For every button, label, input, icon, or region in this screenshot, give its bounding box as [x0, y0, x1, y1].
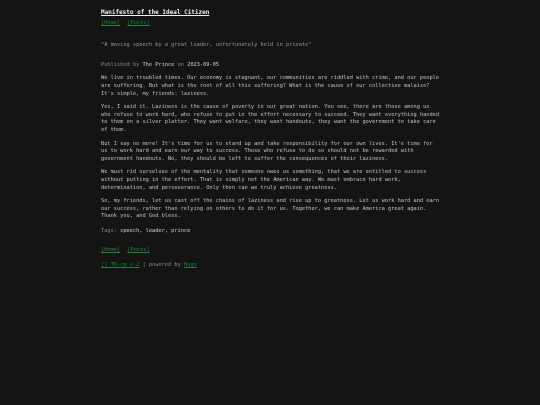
post-container: [101, 9, 441, 270]
top-nav: [101, 20, 441, 28]
post-author: The Prince: [142, 61, 175, 68]
post-paragraph: Yes, I said it. Laziness is the cause of poverty in our great nation. You see, there are those among us who refuse to work hard, who refuse to put in the effort necessary to succeed. They want everything handed to them on a silver platter. They want welfare, they want handouts, they want the government to take care of them.: [101, 104, 440, 133]
powered-by-text: | powered by: [142, 262, 181, 269]
nav-posts-link[interactable]: [Posts]: [127, 19, 150, 26]
post-paragraph: But I say no more! It's time for us to stand up and take responsibility for our own lives. It's time for us to work hard and earn our way to success. Those who refuse to do so should not be rewarded with government handouts. No, they should be left to suffer the consequences of their laziness.: [101, 140, 433, 162]
post-meta: [101, 62, 441, 70]
bottom-nav: [101, 247, 441, 255]
post-title[interactable]: Manifesto of the Ideal Citizen: [101, 9, 210, 16]
post-paragraph: We live in troubled times. Our economy is stagnant, our communities are riddled with crime, and our people are suffering. But what is the root of all this suffering? What is the cause of our collective malaise? It's simple, my friends: laziness.: [101, 75, 440, 97]
tags-label: Tags:: [101, 227, 117, 234]
hugo-link[interactable]: Hugo: [183, 262, 197, 269]
footer-posts-link[interactable]: [Posts]: [127, 247, 150, 254]
post-subtitle: "A moving speech by a great leader, unfortunately held in private": [101, 42, 312, 49]
post-tags: [101, 228, 441, 236]
post-paragraph: We must rid ourselves of the mentality that someone owes us something, that we are entitled to success without putting in the effort. That is simply not the American way. We must embrace hard work, determination, and perseverance. Only then can we truly achieve greatness.: [101, 169, 427, 191]
tags-list: speech, leader, prince: [120, 227, 191, 234]
nav-home-link[interactable]: [Home]: [101, 19, 121, 26]
meta-on: on: [177, 61, 184, 68]
post-date: 2023-09-05: [187, 61, 220, 68]
meta-prefix: Published by: [101, 61, 140, 68]
footer-home-link[interactable]: [Home]: [101, 247, 121, 254]
post-paragraph: So, my friends, let us cast off the chains of laziness and rise up to greatness. Let us work hard and earn our success, rather than relying on others to do it for us. Together, we can make America great again. Thank you, and God bless.: [101, 198, 440, 220]
site-footer: [101, 262, 441, 270]
version-link[interactable]: [] TD-cp v.2: [101, 262, 140, 269]
